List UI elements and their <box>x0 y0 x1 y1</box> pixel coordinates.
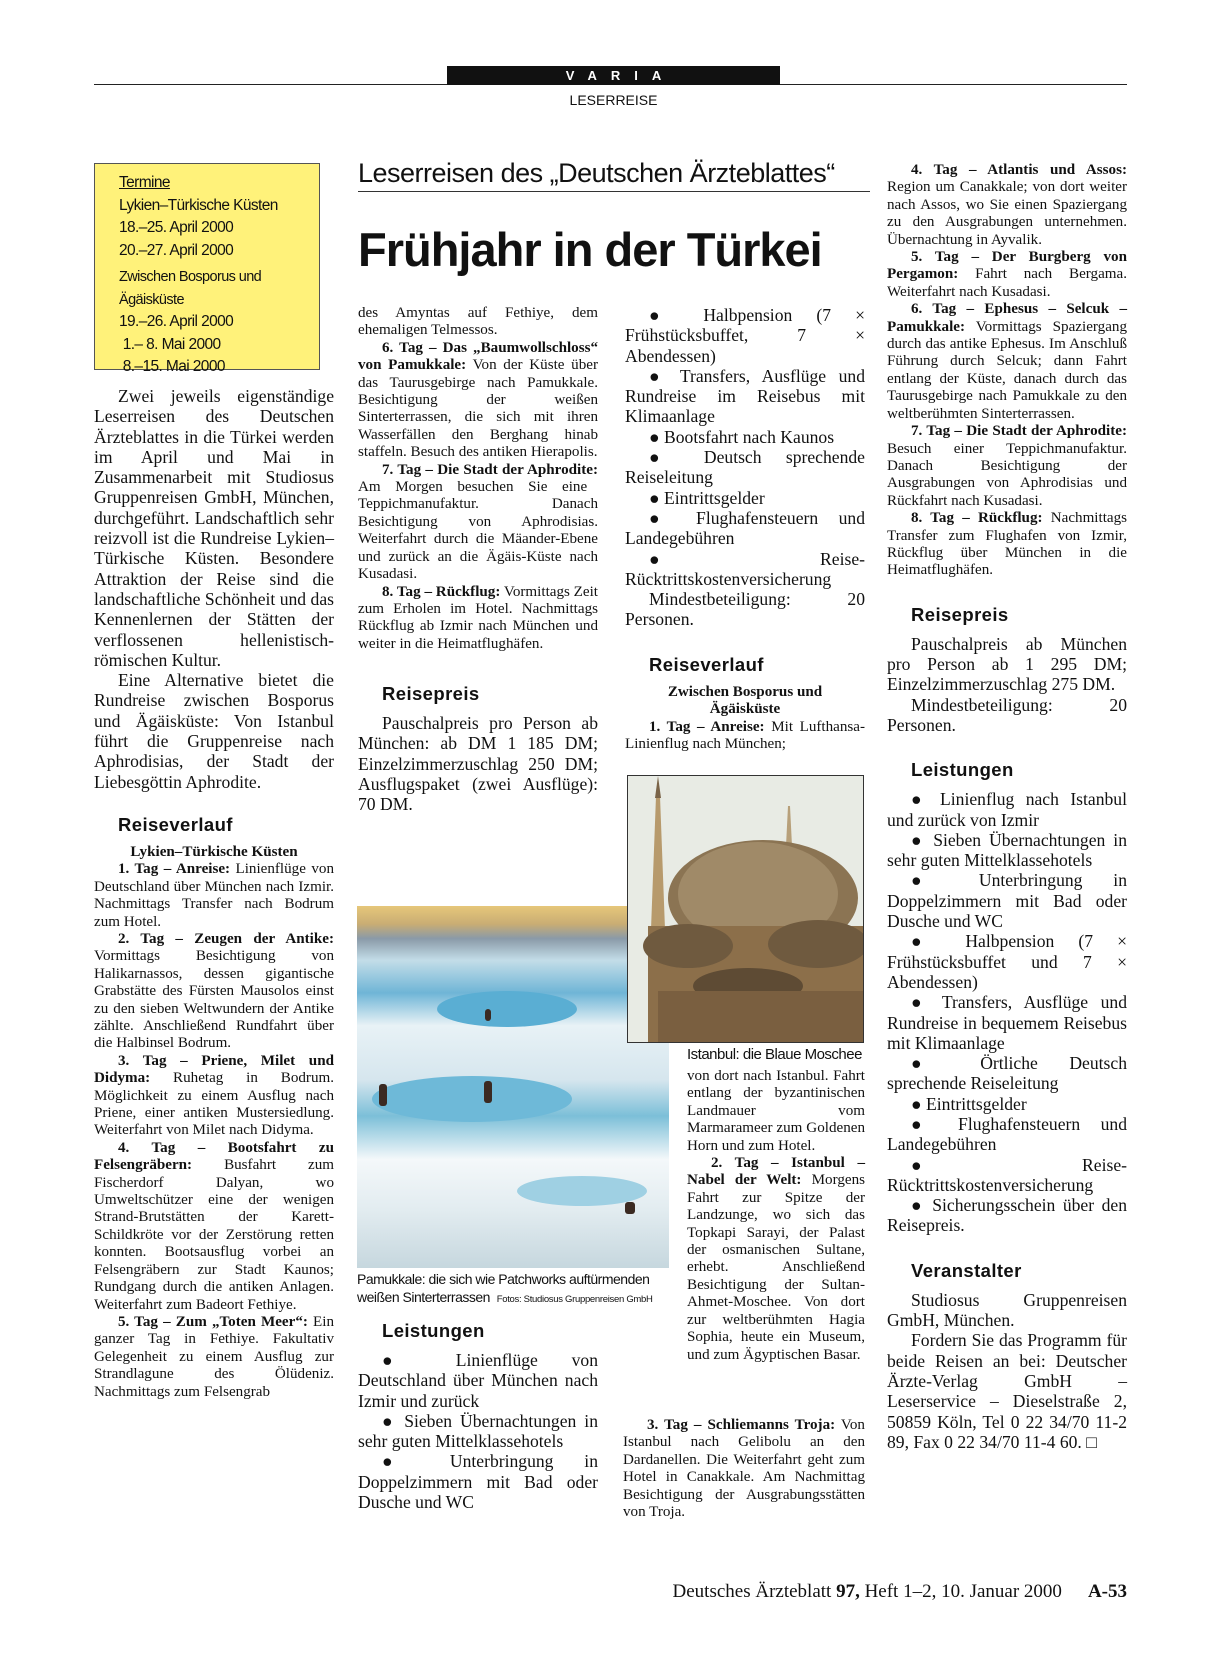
leistungen-heading: Leistungen <box>911 759 1014 781</box>
termine-route2: Zwischen Bosporus und Ägäisküste <box>119 269 262 308</box>
leistung-item: ● Reise-Rücktrittskostenversicherung <box>625 548 865 589</box>
reiseverlauf-heading: Reiseverlauf <box>118 813 233 835</box>
day-paragraph: 2. Tag – Istanbul – Nabel der Welt: Morgens Fahrt zur Spitze der Landzunge, wo sich das Topkapi Sarayi, der Palast der osmanischen Sultane, erhebt. Anschließend Besichtigung der Sultan-Ahmet-Moschee. Von dort zur weltberühmten Hagia Sophia, heute ein Museum, und zum Ägyptischen Basar. <box>687 1155 865 1363</box>
section-label: VARIA <box>447 66 780 85</box>
intro-paragraph: Eine Alternative bietet die Rundreise zwischen Bosporus und Ägäisküste: Von Istanbul führt die Gruppenreise nach Aphrodisias, der Stadt der Liebesgöttin Aphrodite. <box>94 670 334 792</box>
termine-box <box>94 163 320 375</box>
continuation-text: von dort nach Istanbul. Fahrt entlang der byzantinischen Landmauer vom Marmarameer zum Goldenen Horn und zum Hotel. <box>687 1068 865 1154</box>
route-title: Lykien–Türkische Küsten <box>130 843 298 860</box>
leistung-item: ● Transfers, Ausflüge und Rundreise in bequemem Reisebus mit Klimaanlage <box>887 992 1127 1053</box>
termine-route1: Lykien–Türkische Küsten <box>119 196 278 214</box>
termine-date: 20.–27. April 2000 <box>119 241 234 259</box>
day-paragraph: 7. Tag – Die Stadt der Aphrodite: Am Morgen besuchen Sie eine Teppichmanufaktur. Danach Besichtigung von Aphrodisias. Weiterfahrt durch die Mäander-Ebene und zurück an die Ägäis-Küste nach Kusadasi. <box>358 461 598 583</box>
article-kicker: Leserreisen des „Deutschen Ärzteblattes“ <box>358 158 870 192</box>
journal-name: Deutsches Ärzteblatt <box>672 1581 837 1602</box>
day-paragraph: 1. Tag – Anreise: Linienflüge von Deutschland über München nach Izmir. Nachmittags Transfer nach Bodrum zum Hotel. <box>94 861 334 930</box>
intro-paragraph: Zwei jeweils eigenständige Leserreisen des Deutschen Ärzteblattes in die Türkei werden im April und Mai in Zusammenarbeit mit Studiosus Gruppenreisen GmbH, München, durchgeführt. Landschaftlich sehr reizvoll ist die Rundreise Lykien–Türkische Küsten. Besondere Attraktion der Reise sind die landschaftliche Schönheit und das Kennenlernen der Stätten der verflossenen hellenistisch-römischen Kultur. <box>94 386 334 670</box>
day-paragraph: 6. Tag – Ephesus – Selcuk – Pamukkale: Vormittags Spaziergang durch das antike Ephesus. Im Anschluß Führung durch Selcuk; dann Fahrt entlang der Küste, danach durch das Taurusgebirge nach Pamukkale zu den weltberühmten Sinterterrassen. <box>887 301 1127 422</box>
day-paragraph: 3. Tag – Schliemanns Troja: Von Istanbul nach Gelibolu an den Dardanellen. Die Weiterfahrt geht zum Hotel in Canakkale. Am Nachmittag Besichtigung der Ausgrabungsstätten von Troja. <box>623 1417 865 1521</box>
mindestbeteiligung: Mindestbeteiligung: 20 Personen. <box>887 694 1127 735</box>
day-paragraph: 6. Tag – Das „Baumwollschloss“ von Pamukkale: Von der Küste über das Taurusgebirge nach Pamukkale. Besichtigung der weißen Sinterterrassen, die sich mit ihren Wasserfällen den Berghang hinab staffeln. Besuch des antiken Hierapolis. <box>358 339 598 461</box>
reisepreis-text: Pauschalpreis pro Person ab München: ab DM 1 185 DM; Einzelzimmerzuschlag 250 DM; Ausflugspaket (zwei Ausflüge): 70 DM. <box>358 713 598 815</box>
column-2-lower <box>358 1320 598 1512</box>
termine-date: 1.– 8. Mai 2000 <box>119 335 221 353</box>
leistung-item: ● Reise-Rücktrittskostenversicherung <box>887 1154 1127 1195</box>
day-paragraph: 5. Tag – Zum „Toten Meer“: Ein ganzer Tag in Fethiye. Fakultativ Gelegenheit zu einem Ausflug zur Strandlagune des Ölüdeniz. Nachmittags zum Felsengrab <box>94 1313 335 1400</box>
leistung-item: ● Bootsfahrt nach Kaunos <box>649 426 835 447</box>
leistung-item: ● Sieben Übernachtungen in sehr guten Mittelklassehotels <box>887 829 1127 871</box>
continuation-text: des Amyntas auf Fethiye, dem ehemaligen Telmessos. <box>358 305 598 339</box>
reisepreis-text: Pauschalpreis ab München pro Person ab 1 295 DM; Einzelzimmerzuschlag 275 DM. <box>887 633 1127 695</box>
termine-date: 19.–26. April 2000 <box>119 313 234 330</box>
column-4 <box>887 162 1127 1452</box>
day-paragraph: 1. Tag – Anreise: Mit Lufthansa-Linienflug nach München; <box>625 718 866 752</box>
column-3-lower <box>623 1417 865 1521</box>
leistung-item: ● Eintrittsgelder <box>911 1093 1027 1114</box>
contact-text: Fordern Sie das Programm für beide Reisen an bei: Deutscher Ärzte-Verlag GmbH – Leserservice – Dieselstraße 2, 50859 Köln, Tel 0 22 34/70 11-2 89, Fax 0 22 34/70 11-4 60. □ <box>887 1330 1127 1452</box>
leistung-item: ● Eintrittsgelder <box>649 487 765 508</box>
column-2 <box>358 305 598 815</box>
route-title: Zwischen Bosporus und Ägäisküste <box>667 683 823 718</box>
leistung-item: ● Halbpension (7 × Frühstücksbuffet, 7 × Abendessen) <box>625 305 865 366</box>
article-headline: Frühjahr in der Türkei <box>358 223 822 276</box>
pamukkale-caption: Pamukkale: die sich wie Patchworks auftürmenden weißen Sinterterrassen Fotos: Studiosus Gruppenreisen GmbH <box>357 1271 653 1305</box>
reisepreis-heading: Reisepreis <box>911 603 1009 625</box>
column-3 <box>625 305 865 753</box>
leistung-item: ● Linienflüge von Deutschland über München nach Izmir und zurück <box>358 1350 598 1411</box>
veranstalter-heading: Veranstalter <box>911 1259 1022 1281</box>
day-paragraph: 5. Tag – Der Burgberg von Pergamon: Fahrt nach Bergama. Weiterfahrt nach Kusadasi. <box>887 249 1127 300</box>
blue-mosque-photo <box>627 775 864 1043</box>
day-paragraph: 3. Tag – Priene, Milet und Didyma: Ruhetag in Bodrum. Möglichkeit zu einem Ausflug nach Priene, einer antiken Mustersiedlung. Weiterfahrt von Milet nach Didyma. <box>94 1052 334 1139</box>
column-3-narrow <box>687 1068 865 1364</box>
page-number: A-53 <box>1087 1581 1127 1602</box>
page-footer <box>673 1581 1127 1603</box>
column-1 <box>94 386 334 1401</box>
leistung-item: ● Linienflug nach Istanbul und zurück von Izmir <box>887 789 1127 830</box>
day-paragraph: 8. Tag – Rückflug: Vormittags Zeit zum Erholen im Hotel. Nachmittags Rückflug ab Izmir nach München und weiter in die Heimatflughäfen. <box>358 583 598 652</box>
leistung-item: ● Unterbringung in Doppelzimmern mit Bad oder Dusche und WC <box>358 1451 598 1513</box>
mosque-illustration <box>628 776 864 1043</box>
reisepreis-heading: Reisepreis <box>382 683 480 705</box>
day-paragraph: 8. Tag – Rückflug: Nachmittags Transfer zum Flughafen von Izmir, Rückflug über München in die Heimatflughäfen. <box>887 510 1128 579</box>
pamukkale-photo <box>357 906 669 1268</box>
leistung-item: ● Transfers, Ausflüge und Rundreise im Reisebus mit Klimaanlage <box>625 365 865 427</box>
leistung-item: ● Flughafensteuern und Landegebühren <box>887 1113 1127 1155</box>
leistung-item: ● Örtliche Deutsch sprechende Reiseleitung <box>887 1053 1127 1094</box>
termine-date: 18.–25. April 2000 <box>119 219 234 236</box>
leistung-item: ● Unterbringung in Doppelzimmern mit Bad oder Dusche und WC <box>887 870 1127 932</box>
journal-volume: 97, <box>836 1581 860 1602</box>
mindestbeteiligung: Mindestbeteiligung: 20 Personen. <box>625 589 865 630</box>
termine-date: 8.–15. Mai 2000 <box>119 358 225 375</box>
reiseverlauf-heading: Reiseverlauf <box>649 653 764 675</box>
leistung-item: ● Deutsch sprechende Reiseleitung <box>625 447 865 488</box>
day-paragraph: 4. Tag – Bootsfahrt zu Felsengräbern: Busfahrt zum Fischerdorf Dalyan, wo Umweltschützer eine der wenigen Strand-Brutstätten der Karett-Schildkröte vor der Zerstörung retten konnten. Bootsausflug vorbei an Felsengräbern zur Stadt Kaunos; Rundgang durch die antiken Anlagen. Weiterfahrt zum Badeort Fethiye. <box>94 1139 334 1313</box>
day-paragraph: 2. Tag – Zeugen der Antike: Vormittags Besichtigung von Halikarnassos, dessen gigantische Grabstätte des Fürsten Mausolos einst zu den sieben Weltwundern der Antike zählte. Anschließend Rundfahrt über die Halbinsel Bodrum. <box>94 930 334 1052</box>
leistungen-heading: Leistungen <box>382 1320 485 1341</box>
leistung-item: ● Flughafensteuern und Landegebühren <box>625 507 865 549</box>
leistung-item: ● Sieben Übernachtungen in sehr guten Mittelklassehotels <box>358 1410 598 1452</box>
day-paragraph: 7. Tag – Die Stadt der Aphrodite: Besuch einer Teppichmanufaktur. Danach Besichtigung der Ausgrabungen von Aphrodisias und Rückfahrt nach Kusadasi. <box>887 423 1127 509</box>
veranstalter-text: Studiosus Gruppenreisen GmbH, München. <box>887 1289 1127 1331</box>
termine-heading: Termine <box>119 174 170 191</box>
photo-credit: Fotos: Studiosus Gruppenreisen GmbH <box>496 1294 653 1305</box>
journal-issue: Heft 1–2, 10. Januar 2000 <box>859 1581 1062 1602</box>
leistung-item: ● Sicherungsschein über den Reisepreis. <box>887 1195 1127 1236</box>
mosque-caption: Istanbul: die Blaue Moschee <box>687 1046 862 1063</box>
leistung-item: ● Halbpension (7 × Frühstücksbuffet und 7 × Abendessen) <box>887 931 1127 992</box>
subsection-label: LESERREISE <box>569 92 658 108</box>
day-paragraph: 4. Tag – Atlantis und Assos: Region um Canakkale; von dort weiter nach Assos, wo Sie einen Spaziergang zu den Ausgrabungen unternehmen. Übernachtung in Ayvalik. <box>887 162 1127 248</box>
